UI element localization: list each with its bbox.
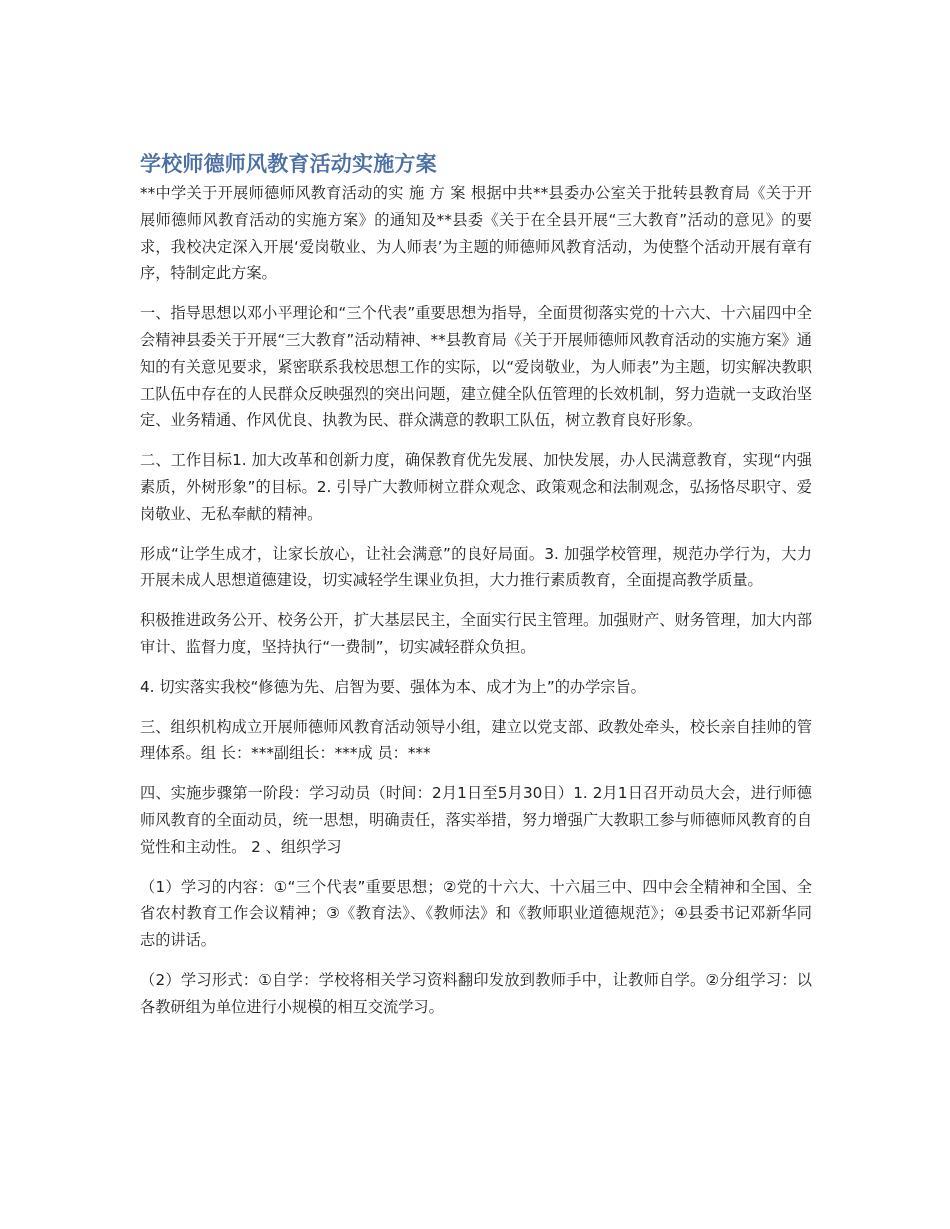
paragraph-democratic-management: 积极推进政务公开、校务公开，扩大基层民主，全面实行民主管理。加强财产、财务管理，加大内部审计、监督力度，坚持执行“一费制”，切实减轻群众负担。 (140, 611, 812, 656)
paragraph-organization: 三、组织机构成立开展师德师风教育活动领导小组，建立以党支部、政教处牵头，校长亲自挂帅的管理体系。组 长：***副组长：***成 员：*** (140, 717, 812, 763)
paragraph-study-form: （2）学习形式：①自学：学校将相关学习资料翻印发放到教师手中，让教师自学。②分组学习：以各教研组为单位进行小规模的相互交流学习。 (140, 970, 812, 1016)
paragraph-implementation-steps: 四、实施步骤第一阶段：学习动员（时间：2月1日至5月30日）1. 2月1日召开动员大会，进行师德师风教育的全面动员，统一思想，明确责任，落实举措，努力增强广大教职工参与师德师风教育的自觉性和主动性。 2 、组织学习 (140, 784, 812, 856)
paragraph-study-content: （1）学习的内容：①“三个代表”重要思想；②党的十六大、十六届三中、四中会全精神和全国、全省农村教育工作会议精神；③《教育法》、《教师法》和《教师职业道德规范》；④县委书记邓新华同志的讲话。 (140, 877, 812, 950)
paragraph-guiding-ideology: 一、指导思想以邓小平理论和“三个代表”重要思想为指导，全面贯彻落实党的十六大、十六届四中全会精神县委关于开展“三大教育”活动精神、**县教育局《关于开展师德师风教育活动的实施方案》通知的有关意见要求，紧密联系我校思想工作的实际，以“爱岗敬业，为人师表”为主题，切实解决教职工队伍中存在的人民群众反映强烈的突出问题，建立健全队伍管理的长效机制，努力造就一支政治坚定、业务精通、作风优良、执教为民、群众满意的教职工队伍，树立教育良好形象。 (140, 304, 812, 430)
paragraph-goal-3: 形成“让学生成才，让家长放心，让社会满意”的良好局面。3. 加强学校管理，规范办学行为，大力开展未成人思想道德建设，切实减轻学生课业负担，大力推行素质教育，全面提高教学质量。 (140, 544, 812, 590)
paragraph-goal-4: 4. 切实落实我校“修德为先、启智为要、强体为本、成才为上”的办学宗旨。 (140, 677, 646, 696)
document-page (140, 150, 812, 1034)
paragraph-intro: **中学关于开展师德师风教育活动的实 施 方 案 根据中共**县委办公室关于批转县教育局《关于开展师德师风教育活动的实施方案》的通知及**县委《关于在全县开展“三大教育”活动的意见》的要求，我校决定深入开展‘爱岗敬业、为人师表’为主题的师德师风教育活动，为使整个活动开展有章有序，特制定此方案。 (140, 184, 812, 283)
document-title: 学校师德师风教育活动实施方案 (140, 152, 437, 176)
paragraph-work-goals: 二、工作目标1. 加大改革和创新力度，确保教育优先发展、加快发展，办人民满意教育，实现“内强素质，外树形象”的目标。2. 引导广大教师树立群众观念、政策观念和法制观念，弘扬恪尽职守、爱岗敬业、无私奉献的精神。 (140, 451, 812, 523)
